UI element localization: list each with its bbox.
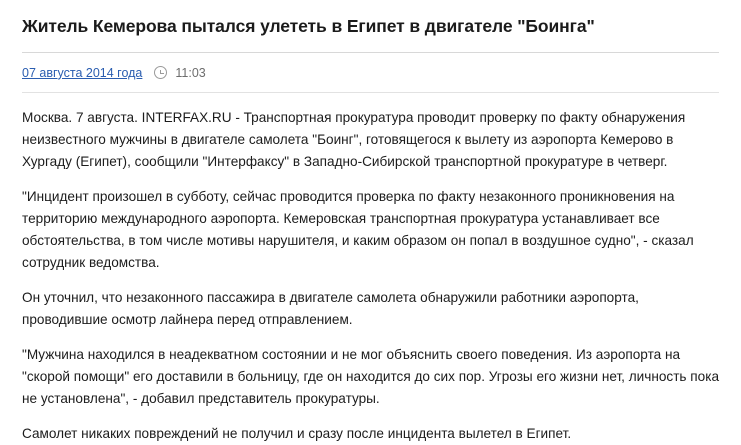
clock-icon: [154, 66, 167, 79]
publication-time: 11:03: [175, 65, 206, 80]
page-title: Житель Кемерова пытался улететь в Египет в двигателе "Боинга": [22, 16, 595, 36]
article-paragraph: Самолет никаких повреждений не получил и сразу после инцидента вылетел в Египет.: [22, 426, 572, 442]
article-body: [22, 93, 719, 445]
article-paragraph: Москва. 7 августа. INTERFAX.RU - Транспортная прокуратура проводит проверку по факту обнаружения неизвестного мужчины в двигателе самолета "Боинг", готовящегося к вылету из аэропорта Кемерово в Хургаду (Египет), сообщили "Интерфаксу" в Западно-Сибирской транспортной прокуратуре в четверг.: [22, 109, 686, 169]
article-paragraph: Он уточнил, что незаконного пассажира в двигателе самолета обнаружили работники аэропорта, проводившие осмотр лайнера перед отправлением.: [22, 289, 639, 327]
article-paragraph: "Инцидент произошел в субботу, сейчас проводится проверка по факту незаконного проникновения на территорию международного аэропорта. Кемеровская транспортная прокуратура устанавливает все обстоятельства, в том числе мотивы нарушителя, и каким образом он попал в воздушное судно", - сказал сотрудник ведомства.: [22, 188, 694, 270]
article-meta: [22, 53, 719, 80]
publication-date-link[interactable]: 07 августа 2014 года: [22, 65, 143, 80]
article-paragraph: "Мужчина находился в неадекватном состоянии и не мог объяснить своего поведения. Из аэропорта на "скорой помощи" его доставили в больницу, где он находится до сих пор. Угрозы его жизни нет, личность пока не установлена", - добавил представитель прокуратуры.: [22, 347, 720, 407]
